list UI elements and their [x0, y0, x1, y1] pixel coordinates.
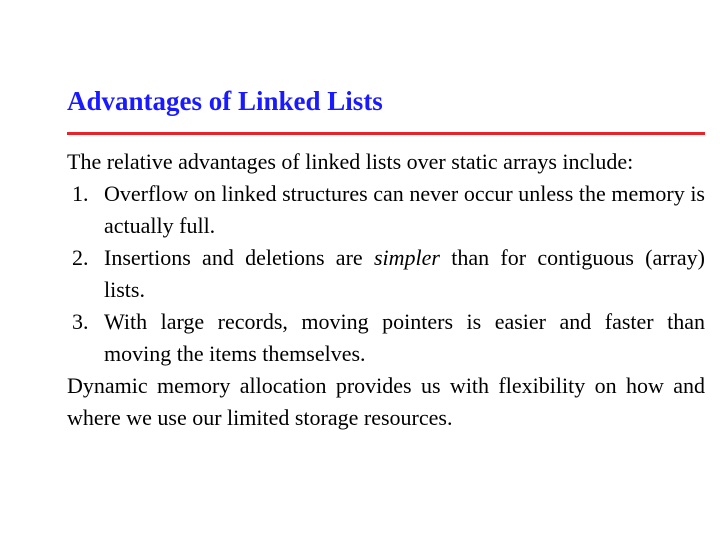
- title-divider: [67, 132, 705, 135]
- conclusion-paragraph: Dynamic memory allocation provides us with flexibility on how and where we use our limited storage resources.: [67, 373, 705, 430]
- advantages-list: [67, 178, 705, 370]
- list-item-number: 3.: [72, 309, 89, 334]
- list-item-emphasis: simpler: [373, 245, 440, 270]
- slide-title: Advantages of Linked Lists: [67, 86, 383, 116]
- intro-paragraph: The relative advantages of linked lists over static arrays include:: [67, 149, 634, 174]
- list-item-number: 1.: [72, 181, 89, 206]
- list-item-number: 2.: [72, 245, 89, 270]
- list-item-text-after: than for contiguous (array) lists.: [104, 245, 705, 302]
- list-item-text: Overflow on linked structures can never occur unless the memory is actually full.: [104, 181, 705, 238]
- slide-body: [67, 146, 705, 434]
- list-item-text-before: Insertions and deletions are: [104, 245, 374, 270]
- list-item: [67, 242, 705, 306]
- list-item-text: With large records, moving pointers is easier and faster than moving the items themselves.: [104, 309, 705, 366]
- list-item: [67, 178, 705, 242]
- list-item: [67, 306, 705, 370]
